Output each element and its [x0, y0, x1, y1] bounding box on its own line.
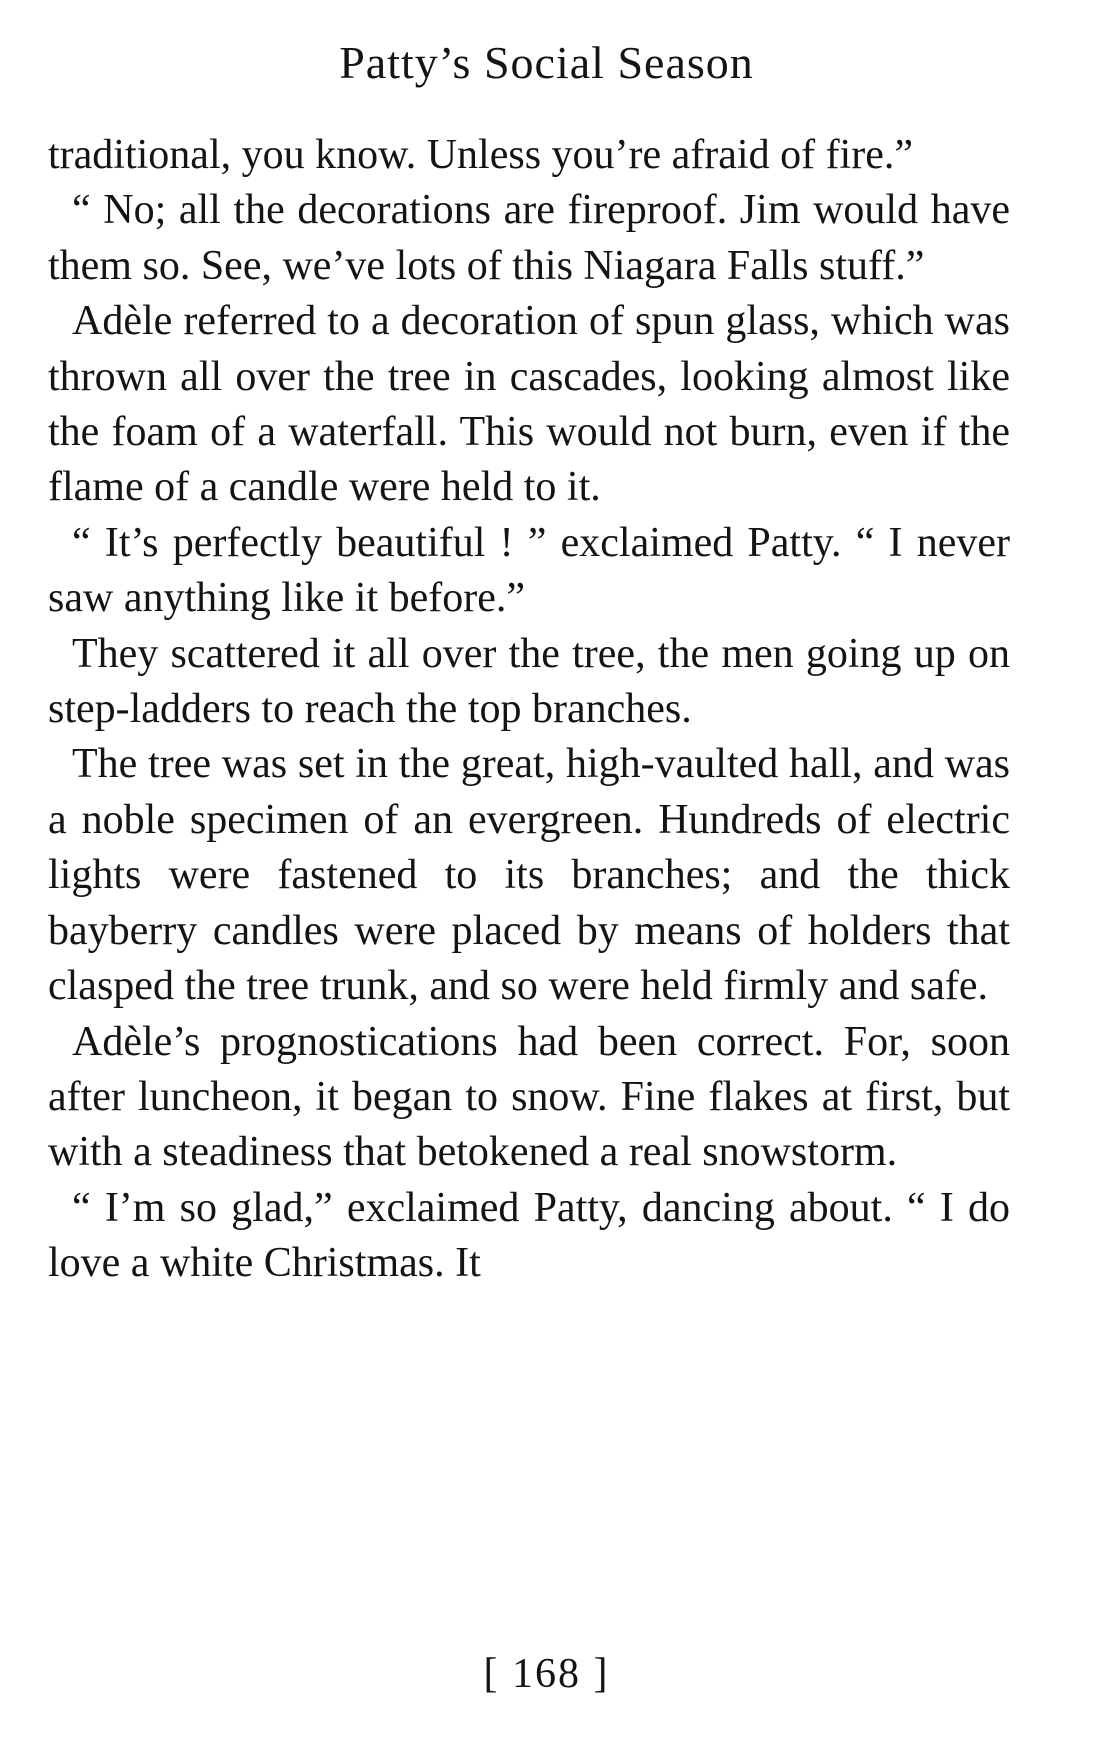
paragraph-7: Adèle’s prognostications had been correct. For, soon after luncheon, it began to snow. Fine flakes at first, but with a steadiness that betokened a real snowstorm.: [48, 1018, 1010, 1176]
paragraph-3: Adèle referred to a decoration of spun glass, which was thrown all over the tree in cascades, looking almost like the foam of a waterfall. This would not burn, even if the flame of a candle were held to it.: [48, 298, 1010, 511]
paragraph-2: “ No; all the decorations are fireproof. Jim would have them so. See, we’ve lots of this Niagara Falls stuff.”: [48, 187, 1010, 289]
paragraph-8: “ I’m so glad,” exclaimed Patty, dancing about. “ I do love a white Christmas. It: [48, 1184, 1010, 1287]
paragraph-4: “ It’s perfectly beautiful ! ” exclaimed Patty. “ I never saw anything like it before.”: [48, 519, 1010, 622]
paragraph-1: traditional, you know. Unless you’re afraid of fire.”: [48, 132, 913, 178]
page-number: [ 168 ]: [483, 1651, 610, 1697]
paragraph-6: The tree was set in the great, high-vaulted hall, and was a noble specimen of an evergreen. Hundreds of electric lights were fastened to its branches; and the thick bayberry candles were placed by means of holders that clasped the tree trunk, and so were held firmly and safe.: [48, 741, 1010, 1010]
paragraph-5: They scattered it all over the tree, the men going up on step-ladders to reach the top branches.: [48, 630, 1010, 733]
body-text: [48, 128, 1010, 1292]
running-head: Patty’s Social Season: [339, 37, 754, 88]
